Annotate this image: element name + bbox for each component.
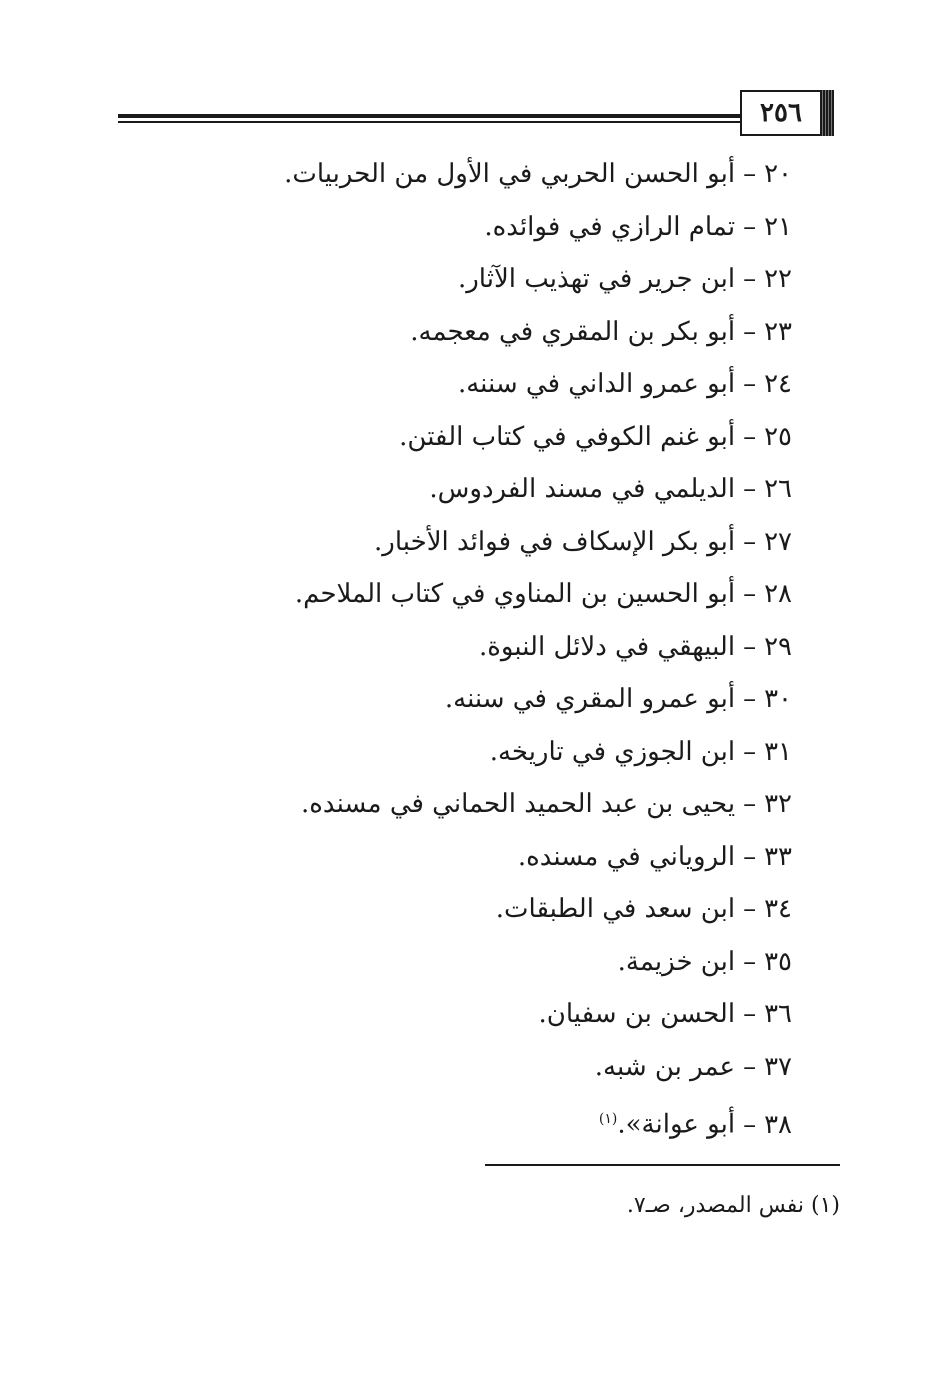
entry-dash: –: [743, 369, 757, 399]
list-item: [92, 673, 792, 726]
entry-text: ابن الجوزي في تاريخه.: [489, 736, 736, 767]
header-rule-thick: [118, 114, 740, 118]
list-item: [92, 726, 792, 779]
entry-dash: –: [743, 159, 757, 189]
list-item: [92, 988, 792, 1041]
list-item: [92, 253, 792, 306]
entry-dash: –: [743, 211, 757, 242]
entry-dash: –: [743, 421, 757, 452]
entry-text: أبو عوانة».: [617, 1109, 736, 1140]
entry-text: أبو غنم الكوفي في كتاب الفتن.: [399, 421, 736, 452]
entry-number: ٣٣: [764, 841, 792, 872]
entry-text: البيهقي في دلائل النبوة.: [479, 631, 736, 662]
source-list: [92, 148, 792, 1146]
entry-text: ابن سعد في الطبقات.: [495, 894, 736, 924]
list-item: [92, 778, 792, 831]
entry-number: ٣٤: [764, 894, 792, 924]
list-item: [92, 306, 792, 359]
entry-dash: –: [743, 736, 757, 767]
entry-dash: –: [743, 474, 757, 504]
entry-number: ٢١: [764, 211, 792, 242]
entry-text: تمام الرازي في فوائده.: [484, 211, 736, 242]
entry-number: ٢٦: [764, 474, 792, 504]
list-item: [92, 621, 792, 674]
entry-number: ٣١: [764, 736, 792, 767]
entry-dash: –: [743, 1051, 757, 1082]
entry-number: ٢٥: [764, 421, 792, 452]
entry-number: ٢٩: [764, 631, 792, 662]
entry-number: ٣٨: [764, 1109, 792, 1140]
list-item: [92, 516, 792, 569]
entry-number: ٢٠: [764, 159, 792, 189]
entry-text: أبو عمرو المقري في سننه.: [444, 684, 736, 714]
list-item: [92, 1041, 792, 1094]
page-number-box: [740, 90, 834, 136]
list-item: [92, 358, 792, 411]
entry-dash: –: [743, 684, 757, 714]
entry-dash: –: [743, 789, 757, 819]
entry-number: ٣٢: [764, 789, 792, 819]
entry-number: ٣٧: [764, 1051, 792, 1082]
page-number-bar: [820, 90, 834, 136]
entry-dash: –: [743, 631, 757, 662]
entry-text: ابن جرير في تهذيب الآثار.: [457, 264, 736, 294]
entry-text: ابن خزيمة.: [617, 946, 736, 977]
entry-number: ٣٥: [764, 946, 792, 977]
entry-number: ٢٢: [764, 264, 792, 294]
list-item: [92, 1093, 792, 1146]
entry-text: أبو عمرو الداني في سننه.: [457, 369, 736, 399]
entry-text: يحيى بن عبد الحميد الحماني في مسنده.: [301, 789, 736, 819]
entry-text: الروياني في مسنده.: [517, 841, 736, 872]
entry-number: ٢٨: [764, 579, 792, 609]
entry-dash: –: [743, 841, 757, 872]
entry-number: ٢٤: [764, 369, 792, 399]
entry-text: الحسن بن سفيان.: [538, 999, 736, 1029]
entry-dash: –: [743, 999, 757, 1029]
list-item: [92, 411, 792, 464]
entry-number: ٢٣: [764, 316, 792, 347]
entry-text: أبو الحسين بن المناوي في كتاب الملاحم.: [294, 579, 736, 609]
list-item: [92, 831, 792, 884]
entry-dash: –: [743, 579, 757, 609]
entry-dash: –: [743, 946, 757, 977]
entry-number: ٣٦: [764, 999, 792, 1029]
footnote-marker: (١): [598, 1111, 618, 1127]
list-item: [92, 936, 792, 989]
entry-dash: –: [743, 264, 757, 294]
entry-text: أبو بكر بن المقري في معجمه.: [410, 316, 736, 347]
entry-text: أبو الحسن الحربي في الأول من الحربيات.: [284, 159, 736, 189]
list-item: [92, 463, 792, 516]
entry-text: أبو بكر الإسكاف في فوائد الأخبار.: [374, 526, 736, 557]
entry-dash: –: [743, 316, 757, 347]
entry-text: عمر بن شبه.: [594, 1051, 736, 1082]
list-item: [92, 148, 792, 201]
entry-dash: –: [743, 526, 757, 557]
entry-number: ٢٧: [764, 526, 792, 557]
footnote: (١) نفس المصدر، صـ٧.: [626, 1193, 840, 1218]
header-rule-thin: [118, 121, 740, 123]
entry-number: ٣٠: [764, 684, 792, 714]
list-item: [92, 201, 792, 254]
footnote-rule: [485, 1164, 840, 1166]
entry-dash: –: [743, 1109, 757, 1140]
entry-text: الديلمي في مسند الفردوس.: [429, 474, 736, 504]
entry-dash: –: [743, 894, 757, 924]
page-number: ٢٥٦: [760, 98, 802, 128]
header-rule: [118, 112, 740, 124]
list-item: [92, 568, 792, 621]
list-item: [92, 883, 792, 936]
